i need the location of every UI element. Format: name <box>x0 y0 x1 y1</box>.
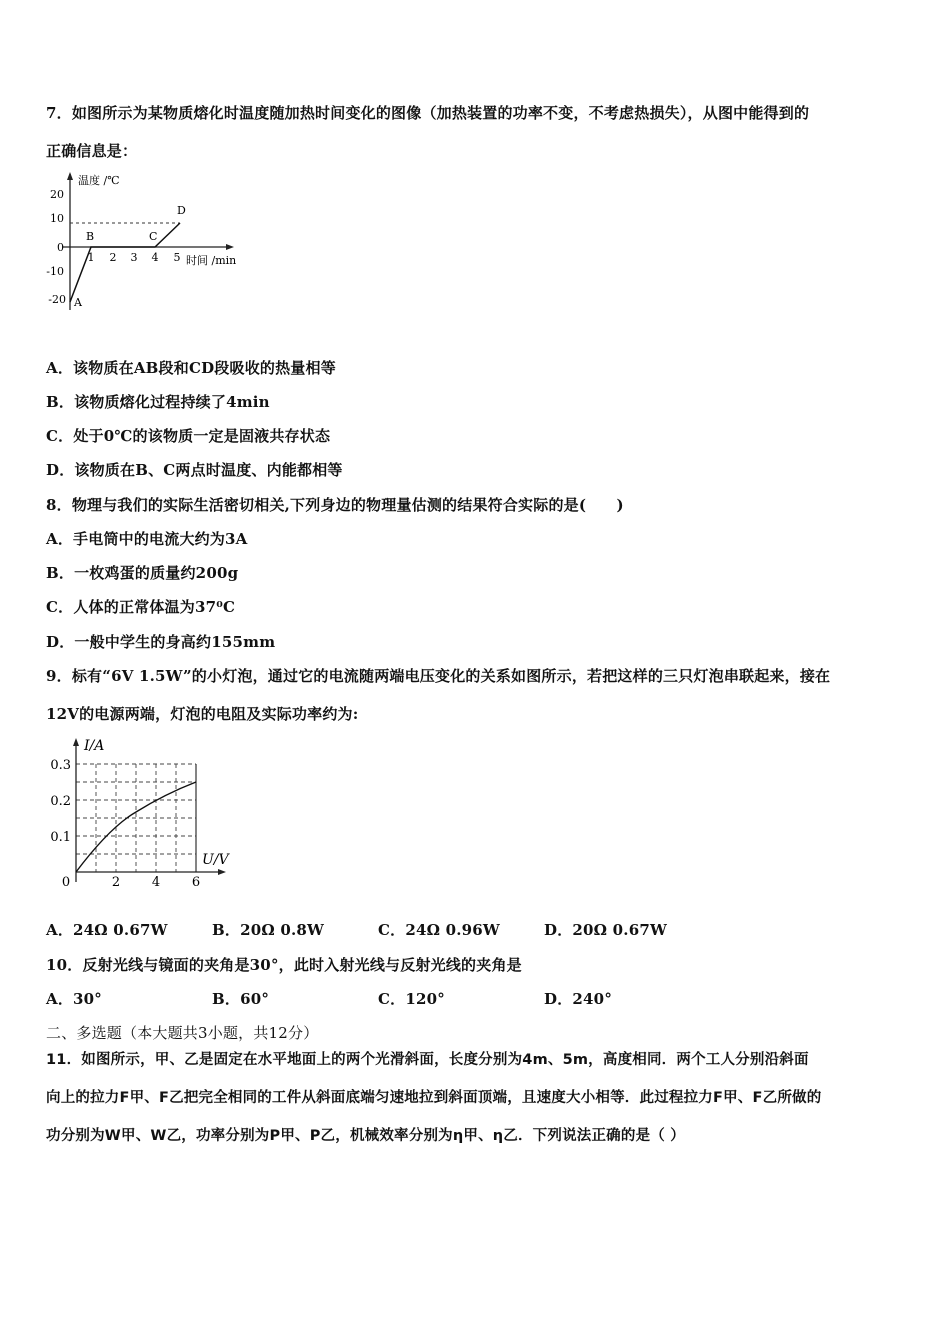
q7-x-tick-1: 1 <box>87 251 95 264</box>
q7-stem-line1: 7．如图所示为某物质熔化时温度随加热时间变化的图像（加热装置的功率不变，不考虑热损失），从图中能得到的 <box>46 104 810 122</box>
q10-stem: 10．反射光线与镜面的夹角是30°，此时入射光线与反射光线的夹角是 <box>46 956 522 974</box>
q9-x-axis-label: U/V <box>202 852 229 868</box>
q7-point-a: A <box>74 296 82 309</box>
q7-point-c: C <box>149 230 158 243</box>
q7-point-d: D <box>177 204 186 217</box>
q7-y-tick-20: 20 <box>50 188 64 201</box>
section2-title: 二、多选题（本大题共3小题，共12分） <box>46 1024 319 1042</box>
q8-stem: 8．物理与我们的实际生活密切相关,下列身边的物理量估测的结果符合实际的是( ) <box>46 496 624 514</box>
q7-x-tick-5: 5 <box>173 251 181 264</box>
q9-option-b: B．20Ω 0.8W <box>212 921 325 939</box>
q10-option-c: C．120° <box>378 990 445 1008</box>
q10-option-d: D．240° <box>544 990 613 1008</box>
q7-option-c: C．处于0℃的该物质一定是固液共存状态 <box>46 427 331 445</box>
q8-option-c: C．人体的正常体温为37⁰C <box>46 598 236 616</box>
q8-option-a: A．手电筒中的电流大约为3A <box>46 530 248 548</box>
q7-x-axis-label: 时间 /min <box>186 254 237 267</box>
q9-options <box>46 919 710 940</box>
q10-options <box>46 988 710 1009</box>
q7-point-b: B <box>86 230 95 243</box>
q11-line1: 11．如图所示，甲、乙是固定在水平地面上的两个光滑斜面，长度分别为4m、5m，高度相同．两个工人分别沿斜面 <box>46 1052 809 1068</box>
q7-temperature-time-graph <box>40 170 265 315</box>
q9-option-c: C．24Ω 0.96W <box>378 921 500 939</box>
q11-line2: 向上的拉力F甲、F乙把完全相同的工件从斜面底端匀速地拉到斜面顶端，且速度大小相等．此过程拉力F甲、F乙所做的 <box>46 1090 822 1106</box>
q7-option-d: D．该物质在B、C两点时温度、内能都相等 <box>46 461 343 479</box>
q9-y-tick-0-1: 0.1 <box>50 830 71 845</box>
q7-x-tick-4: 4 <box>151 251 159 264</box>
q9-x-tick-2: 2 <box>111 875 121 890</box>
q9-stem-line2: 12V的电源两端，灯泡的电阻及实际功率约为: <box>46 705 359 723</box>
q8-option-d: D．一般中学生的身高约155mm <box>46 633 276 651</box>
q9-x-tick-0: 0 <box>61 875 71 890</box>
q7-stem-line2: 正确信息是： <box>46 142 138 160</box>
q7-y-axis-label: 温度 /℃ <box>78 174 120 187</box>
q9-stem-line1: 9．标有“6V 1.5W”的小灯泡，通过它的电流随两端电压变化的关系如图所示，若把这样的三只灯泡串联起来，接在 <box>46 667 831 685</box>
q8-option-b: B．一枚鸡蛋的质量约200g <box>46 564 239 582</box>
q9-y-tick-0-2: 0.2 <box>50 794 71 809</box>
q9-y-tick-0-3: 0.3 <box>50 758 71 773</box>
q7-option-a: A．该物质在AB段和CD段吸收的热量相等 <box>46 359 336 377</box>
q9-x-tick-4: 4 <box>151 875 161 890</box>
q9-option-a: A．24Ω 0.67W <box>46 921 168 939</box>
q7-option-b: B．该物质熔化过程持续了4min <box>46 393 270 411</box>
q9-current-voltage-graph <box>40 732 245 897</box>
q7-y-tick-neg10: -10 <box>46 265 64 278</box>
q11-line3: 功分别为W甲、W乙，功率分别为P甲、P乙，机械效率分别为η甲、η乙．下列说法正确的是（ ） <box>46 1128 685 1144</box>
q9-option-d: D．20Ω 0.67W <box>544 921 668 939</box>
q7-x-tick-3: 3 <box>130 251 138 264</box>
q7-y-tick-0: 0 <box>57 241 64 254</box>
q7-x-tick-2: 2 <box>109 251 117 264</box>
q10-option-b: B．60° <box>212 990 270 1008</box>
q9-y-axis-label: I/A <box>84 738 105 754</box>
q9-x-tick-6: 6 <box>191 875 201 890</box>
q7-y-tick-10: 10 <box>50 212 64 225</box>
q10-option-a: A．30° <box>46 990 103 1008</box>
q7-y-tick-neg20: -20 <box>48 293 66 306</box>
